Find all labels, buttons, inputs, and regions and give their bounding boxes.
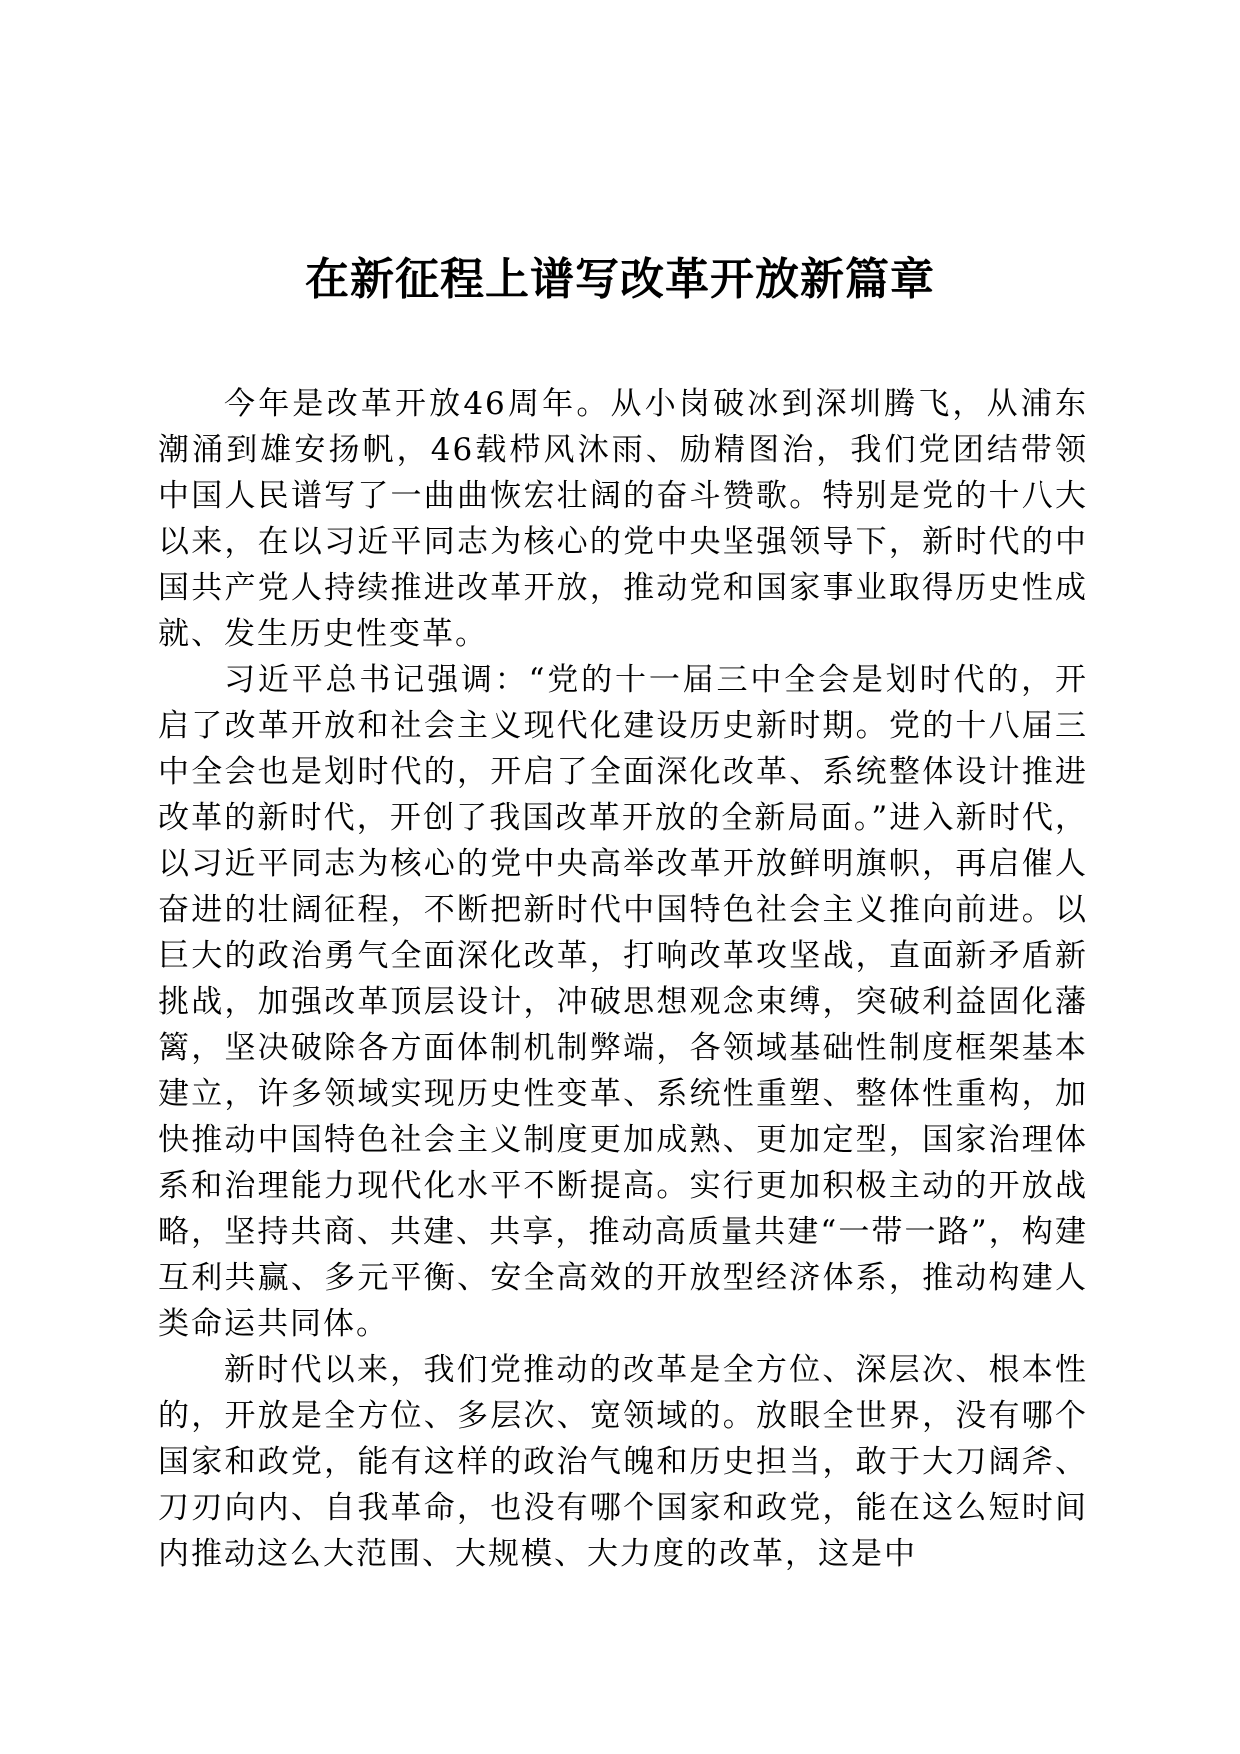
- article-body: [158, 381, 1088, 1577]
- paragraph-3: 新时代以来，我们党推动的改革是全方位、深层次、根本性的，开放是全方位、多层次、宽领域的。放眼全世界，没有哪个国家和政党，能有这样的政治气魄和历史担当，敢于大刀阔斧、刀刃向内、自我革命，也没有哪个国家和政党，能在这么短时间内推动这么大范围、大规模、大力度的改革，这是中: [158, 1352, 1088, 1572]
- paragraph-1: 今年是改革开放46周年。从小岗破冰到深圳腾飞，从浦东潮涌到雄安扬帆，46载栉风沐雨、励精图治，我们党团结带领中国人民谱写了一曲曲恢宏壮阔的奋斗赞歌。特别是党的十八大以来，在以习近平同志为核心的党中央坚强领导下，新时代的中国共产党人持续推进改革开放，推动党和国家事业取得历史性成就、发生历史性变革。: [158, 386, 1088, 652]
- paragraph-2: 习近平总书记强调：“党的十一届三中全会是划时代的，开启了改革开放和社会主义现代化建设历史新时期。党的十八届三中全会也是划时代的，开启了全面深化改革、系统整体设计推进改革的新时代，开创了我国改革开放的全新局面。”进入新时代，以习近平同志为核心的党中央高举改革开放鲜明旗帜，再启催人奋进的壮阔征程，不断把新时代中国特色社会主义推向前进。以巨大的政治勇气全面深化改革，打响改革攻坚战，直面新矛盾新挑战，加强改革顶层设计，冲破思想观念束缚，突破利益固化藩篱，坚决破除各方面体制机制弊端，各领域基础性制度框架基本建立，许多领域实现历史性变革、系统性重塑、整体性重构，加快推动中国特色社会主义制度更加成熟、更加定型，国家治理体系和治理能力现代化水平不断提高。实行更加积极主动的开放战略，坚持共商、共建、共享，推动高质量共建“一带一路”，构建互利共赢、多元平衡、安全高效的开放型经济体系，推动构建人类命运共同体。: [158, 662, 1088, 1342]
- page-title: 在新征程上谱写改革开放新篇章: [305, 254, 935, 305]
